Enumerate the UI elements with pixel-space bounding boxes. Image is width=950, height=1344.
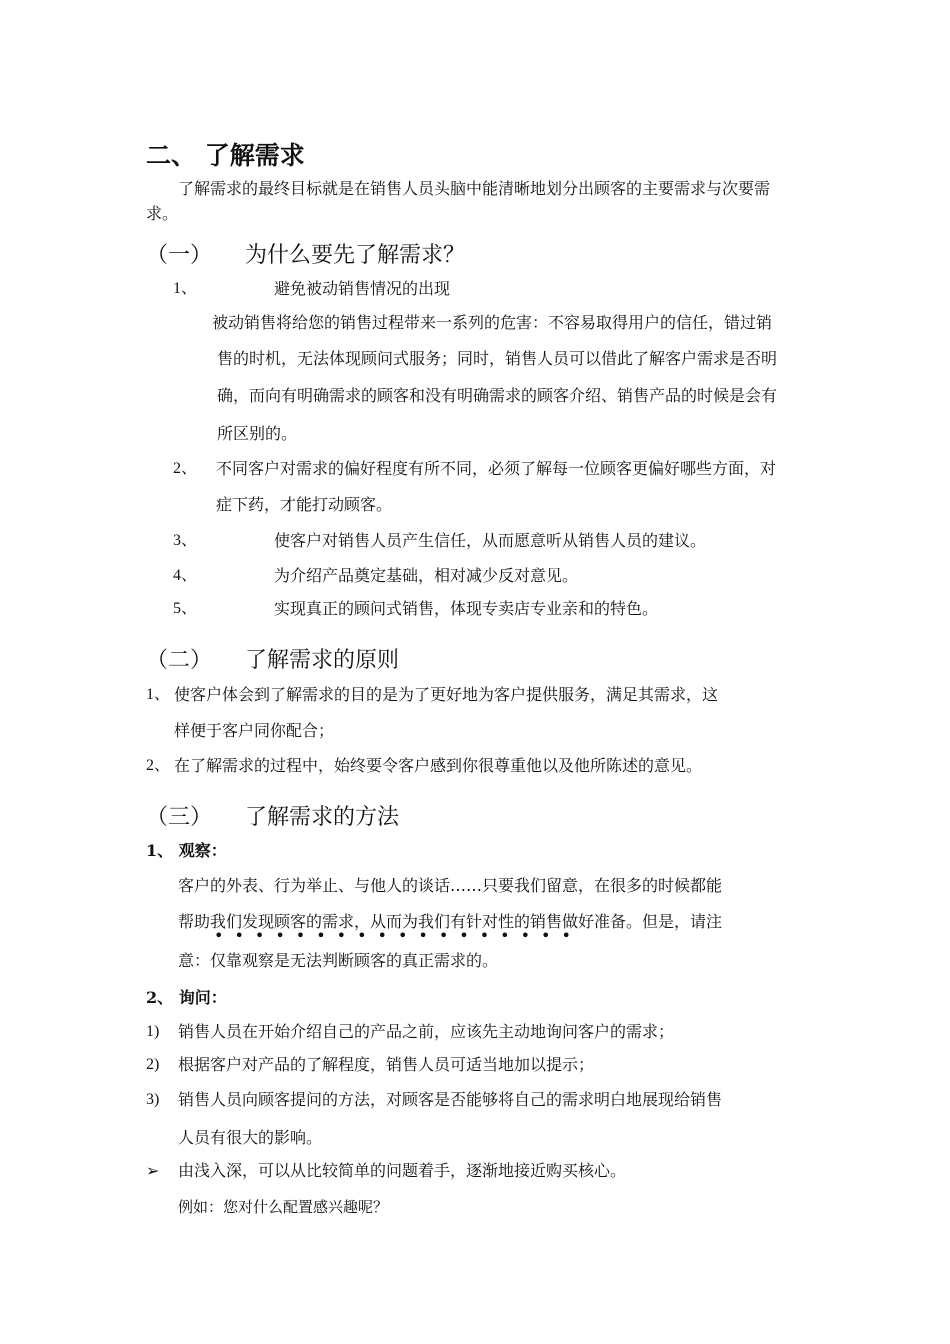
part2-item2-number: 2、 <box>146 757 171 774</box>
part1-item2-continuation: 症下药，才能打动顾客。 <box>216 495 393 514</box>
bullet-arrow-icon: ➢ <box>146 1161 160 1180</box>
intro-line-1: 了解需求的最终目标就是在销售人员头脑中能清晰地划分出顾客的主要需求与次要需 <box>178 179 771 198</box>
section-title: 二、 了解需求 <box>146 141 305 170</box>
observe-line-2: 帮助我们发现顾客的需求，从而为我们有针对性的销售做好准备。但是，请注 <box>178 912 723 931</box>
part2-item1-line-1: 使客户体会到了解需求的目的是为了更好地为客户提供服务，满足其需求，这 <box>174 685 719 704</box>
part1-item4-number: 4、 <box>173 567 198 584</box>
intro-line-2: 求。 <box>146 204 179 223</box>
part1-item1-para-line-1: 被动销售将给您的销售过程带来一系列的危害：不容易取得用户的信任，错过销 <box>212 313 773 332</box>
part2-item1-line-2: 样便于客户同你配合； <box>174 721 335 740</box>
observe-line-3: 意：仅靠观察是无法判断顾客的真正需求的。 <box>178 951 499 970</box>
bullet-text: 由浅入深，可以从比较简单的问题着手，逐渐地接近购买核心。 <box>178 1161 627 1180</box>
emphasis-dots: •••••••••••••••••• <box>214 926 582 945</box>
part1-item2-text: 不同客户对需求的偏好程度有所不同，必须了解每一位顾客更偏好哪些方面，对 <box>216 459 777 478</box>
ask-item3-line-1: 销售人员向顾客提问的方法，对顾客是否能够将自己的需求明白地展现给销售 <box>178 1090 723 1109</box>
part1-item1-para-line-4: 所区别的。 <box>217 424 298 443</box>
ask-item1-number: 1) <box>146 1023 160 1040</box>
part1-item4-text: 为介绍产品奠定基础，相对减少反对意见。 <box>274 566 579 585</box>
part1-item3-number: 3、 <box>173 532 198 549</box>
ask-item2-number: 2) <box>146 1056 160 1073</box>
example-text: 例如：您对什么配置感兴趣呢？ <box>178 1198 389 1216</box>
ask-item2-text: 根据客户对产品的了解程度，销售人员可适当地加以提示； <box>178 1055 595 1074</box>
part2-item2-line-1: 在了解需求的过程中，始终要令客户感到你很尊重他以及他所陈述的意见。 <box>174 756 703 775</box>
part3-title: 了解需求的方法 <box>245 805 400 830</box>
part1-item1-text: 避免被动销售情况的出现 <box>274 279 451 298</box>
part1-number: （一） <box>146 243 213 268</box>
part1-item1-number: 1、 <box>173 280 198 297</box>
part1-item3-text: 使客户对销售人员产生信任，从而愿意听从销售人员的建议。 <box>274 531 707 550</box>
observe-line-1: 客户的外表、行为举止、与他人的谈话……只要我们留意，在很多的时候都能 <box>178 876 723 895</box>
part2-title: 了解需求的原则 <box>245 648 400 673</box>
part2-item1-number: 1、 <box>146 686 171 703</box>
part2-number: （二） <box>146 648 213 673</box>
ask-label: 2、 询问： <box>146 988 227 1007</box>
part1-title: 为什么要先了解需求？ <box>245 243 466 268</box>
part1-item2-number: 2、 <box>173 460 198 477</box>
part3-number: （三） <box>146 805 213 830</box>
ask-item1-text: 销售人员在开始介绍自己的产品之前，应该先主动地询问客户的需求； <box>178 1022 675 1041</box>
ask-item3-line-2: 人员有很大的影响。 <box>178 1128 323 1147</box>
observe-label: 1、 观察： <box>146 841 227 860</box>
part1-item1-para-line-3: 确，而向有明确需求的顾客和没有明确需求的顾客介绍、销售产品的时候是会有 <box>217 386 778 405</box>
part1-item5-text: 实现真正的顾问式销售，体现专卖店专业亲和的特色。 <box>274 599 659 618</box>
ask-item3-number: 3) <box>146 1091 160 1108</box>
part1-item5-number: 5、 <box>173 600 198 617</box>
part1-item1-para-line-2: 售的时机，无法体现顾问式服务；同时，销售人员可以借此了解客户需求是否明 <box>217 349 778 368</box>
